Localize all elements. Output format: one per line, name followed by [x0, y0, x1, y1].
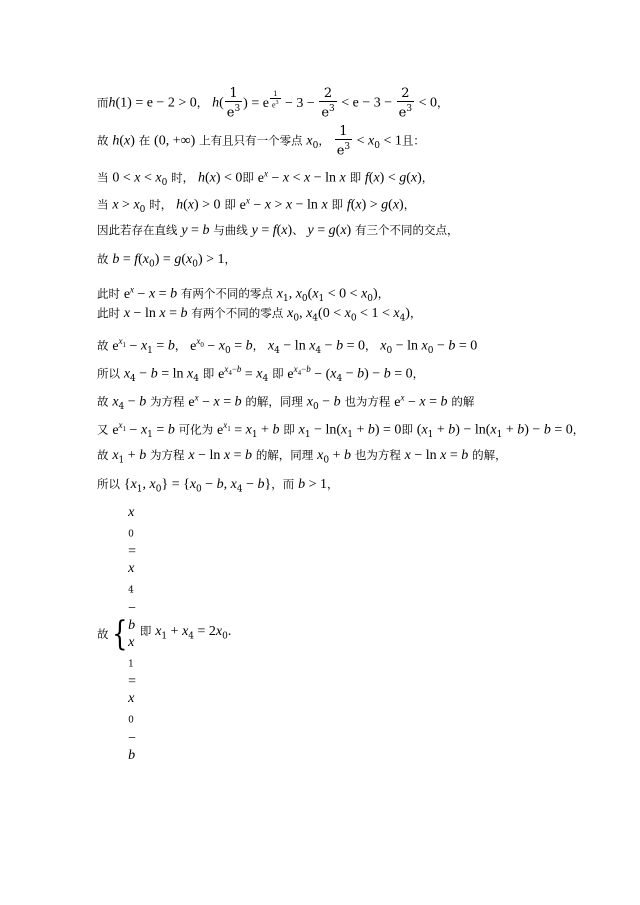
- solution-line-1: 而h(1) = e − 2 > 0， h( $\frac{1}{e^3}$ ) = e $^{\frac{1}{e^3}}$ − 3 − $\frac{2}{e^3}$ < e − 3 − $\frac{2}{e^3}$ < 0，: [97, 86, 449, 121]
- solution-line-12: 又 $e^{x_1} - x_1 = b$ 可化为 $e^{x_1} = x_1 + b$ 即 $x_1 - \ln(x_1 + b) = 0$即 $(x_1 + b) - \ln(x_1 + b) - b = 0$，: [97, 420, 585, 441]
- solution-line-2: 故 h(x) 在 (0, +∞) 上有且只有一个零点 $x_0$， $\frac{1}{e^3}$ < $x_0 < 1$且：: [97, 124, 425, 159]
- solution-line-6: 故 $b = f(x_0) = g(x_0) > 1$，: [97, 252, 236, 270]
- solution-line-10: 所以 $x_4 - b = \ln x_4$ 即 $e^{x_4-b} = x_4$ 即 $e^{x_4-b} - (x_4 - b) - b = 0$，: [97, 364, 425, 385]
- solution-line-13: 故 $x_1 + b$ 为方程 x − ln x = b 的解，同理 $x_0 + b$ 也为方程 x − ln x = b 的解，: [97, 448, 507, 466]
- solution-line-14: 所以 {$x_1$, $x_0\} = \{x_0 - b$, $x_4 - b$}，而 b > 1，: [97, 477, 339, 495]
- solution-line-15: 故{ x $_0$ = x $_4$ − b x $_1$ = x $_0$ − b 即 $x_1 + x_4 = 2x_0$.: [97, 505, 232, 763]
- solution-line-8: 此时 x − ln x = b 有两个不同的零点 $x_0$, $x_4(0 < x_0 < 1 < x_4)$，: [97, 306, 422, 324]
- solution-line-5: 因此若存在直线 y = b 与曲线 y = f(x)、 y = g(x) 有三个不同的交点，: [97, 223, 459, 238]
- solution-line-4: 当 $x > x_0$ 时， h(x) > 0 即 $e^x - x > x - \ln x$ 即 f(x) > g(x)，: [97, 195, 416, 216]
- solution-line-7: 此时 $e^x - x = b$ 有两个不同的零点 $x_1$, $x_0(x_1 < 0 < x_0)$，: [97, 284, 390, 305]
- solution-line-9: 故 $e^{x_1} - x_1 = b$， $e^{x_0} - x_0 = b$， $x_4 - \ln x_4 - b = 0$， $x_0 - \ln x_0 - b = 0$: [97, 336, 478, 357]
- solution-line-3: 当 $0 < x < x_0$ 时， h(x) < 0即 $e^x - x < x - \ln x$ 即 f(x) < g(x)，: [97, 168, 434, 189]
- solution-line-11: 故 $x_4 - b$ 为方程 $e^x - x = b$ 的解，同理 $x_0 - b$ 也为方程 $e^x - x = b$ 的解: [97, 392, 475, 413]
